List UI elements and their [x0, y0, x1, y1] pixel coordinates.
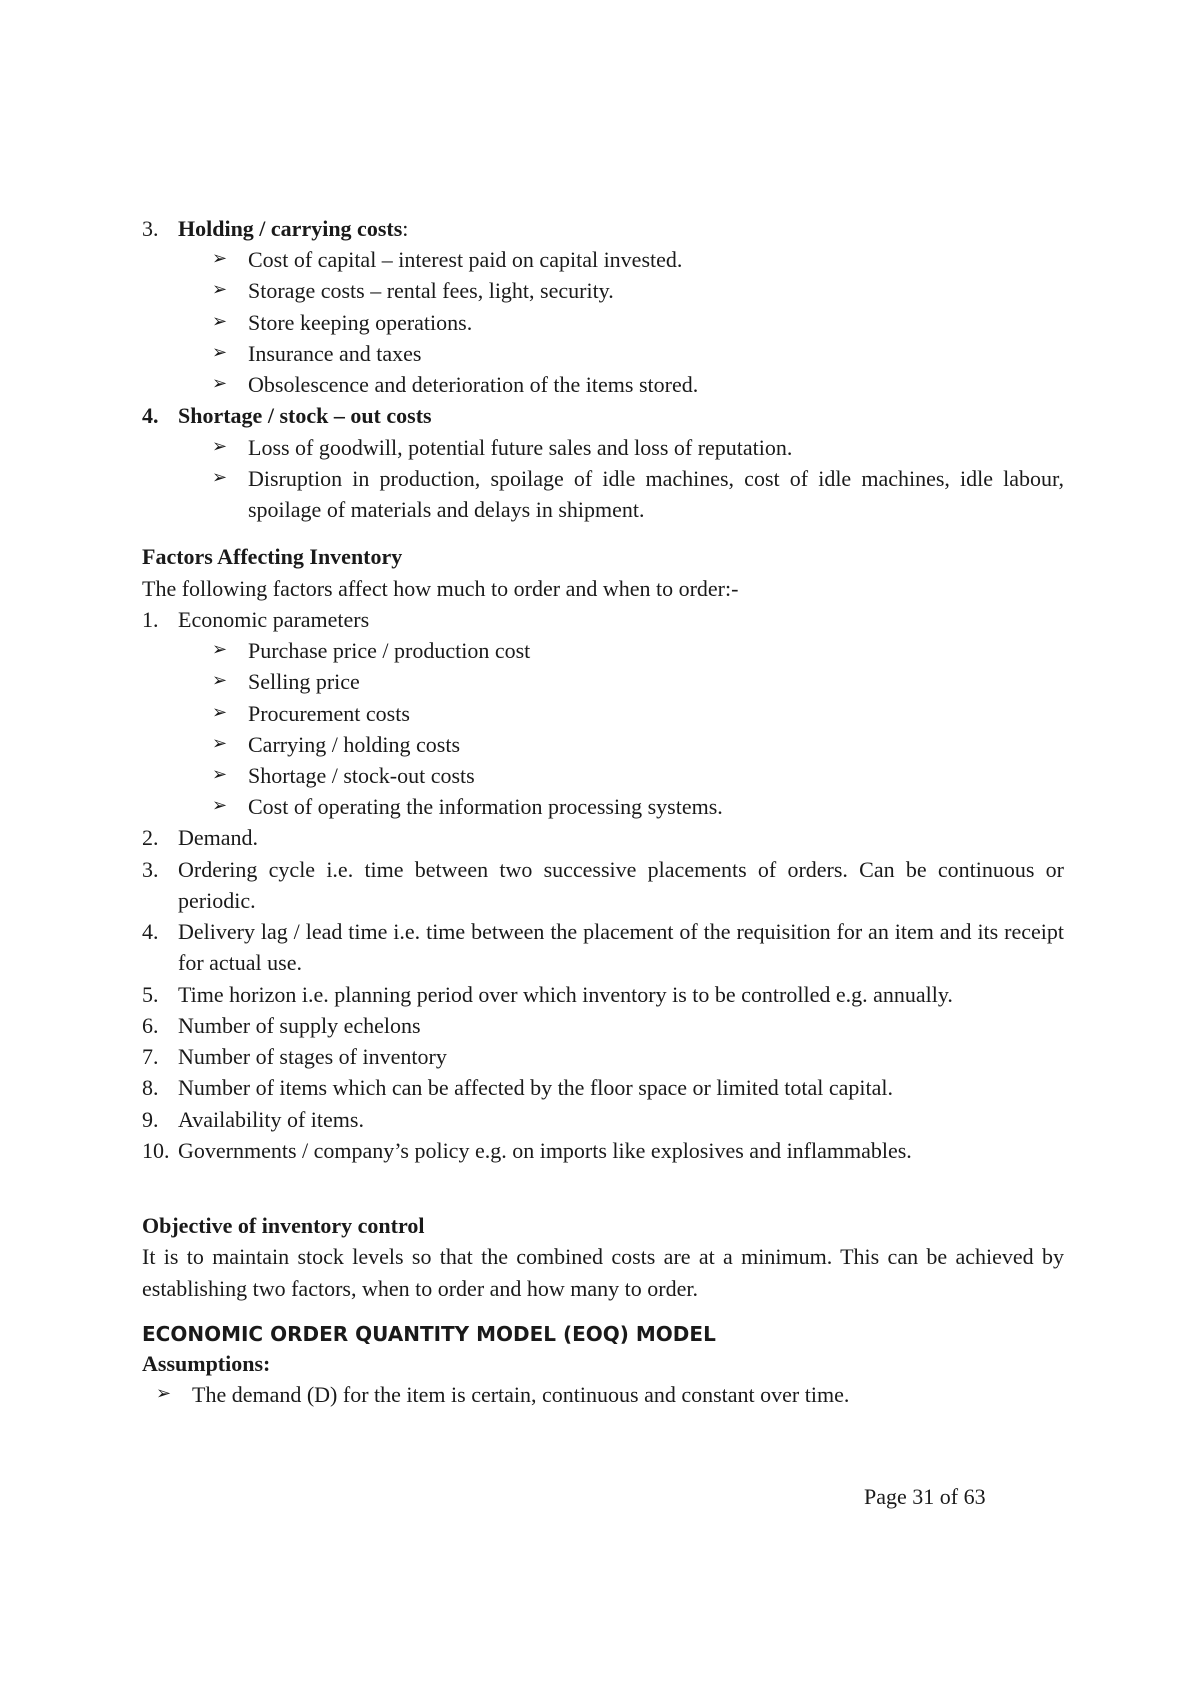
arrowhead-bullet-icon: ➢ — [212, 248, 228, 270]
list-item: ➢ Procurement costs — [212, 700, 410, 726]
factor-text: Number of supply echelons — [178, 1012, 421, 1038]
factor-item — [142, 854, 1064, 916]
factor-item — [142, 822, 1064, 853]
factor-text: Number of items which can be affected by the floor space or limited total capital. — [178, 1075, 893, 1101]
factors-heading: Factors Affecting Inventory — [142, 544, 403, 570]
list-item: ➢ Cost of operating the information processing systems. — [212, 794, 723, 820]
item-number: 7. — [142, 1044, 159, 1070]
arrowhead-bullet-icon: ➢ — [212, 310, 228, 332]
arrowhead-bullet-icon: ➢ — [212, 466, 228, 488]
factor-item — [142, 1135, 1064, 1166]
factor-item — [142, 1010, 1064, 1041]
item-number: 3. — [142, 856, 159, 882]
factor-text: Time horizon i.e. planning period over which inventory is to be controlled e.g. annually. — [178, 981, 953, 1007]
arrowhead-bullet-icon: ➢ — [212, 732, 228, 754]
factor-item — [142, 916, 1064, 978]
holding-costs-colon: : — [402, 216, 409, 241]
arrowhead-bullet-icon: ➢ — [212, 639, 228, 661]
arrowhead-bullet-icon: ➢ — [212, 763, 228, 785]
item-number: 8. — [142, 1075, 159, 1101]
factor-item — [142, 1104, 1064, 1135]
arrowhead-bullet-icon: ➢ — [212, 670, 228, 692]
holding-costs-bullets — [142, 244, 1064, 400]
list-item: ➢ Selling price — [212, 669, 360, 695]
holding-costs-item — [142, 213, 1064, 244]
item-number: 2. — [142, 825, 159, 851]
arrowhead-bullet-icon: ➢ — [212, 795, 228, 817]
shortage-costs-bullets — [142, 432, 1064, 526]
factor-text: Delivery lag / lead time i.e. time between the placement of the requisition for an item and its receipt for actual use. — [178, 919, 1064, 976]
factor-item — [142, 1072, 1064, 1103]
list-item: ➢ Carrying / holding costs — [212, 731, 461, 757]
arrowhead-bullet-icon: ➢ — [212, 279, 228, 301]
factors-intro: The following factors affect how much to order and when to order:- — [142, 575, 739, 601]
item-number: 3. — [142, 216, 159, 241]
economic-parameters-bullets — [142, 635, 1064, 822]
list-item: ➢ Shortage / stock-out costs — [212, 762, 475, 788]
factor-text: Ordering cycle i.e. time between two successive placements of orders. Can be continuous or periodic. — [178, 856, 1064, 913]
list-item: ➢ Disruption in production, spoilage of idle machines, cost of idle machines, idle labour, spoilage of materials and delays in shipment. — [212, 465, 1064, 523]
objective-heading: Objective of inventory control — [142, 1213, 425, 1239]
factor-item — [142, 1041, 1064, 1072]
factor-text: Number of stages of inventory — [178, 1044, 447, 1070]
factor-item — [142, 979, 1064, 1010]
item-number: 1. — [142, 606, 159, 632]
assumptions-heading: Assumptions: — [142, 1351, 271, 1377]
economic-parameters-title: Economic parameters — [178, 606, 370, 632]
eoq-heading: ECONOMIC ORDER QUANTITY MODEL (EOQ) MODEL — [142, 1321, 716, 1346]
page-number: Page 31 of 63 — [864, 1484, 986, 1509]
list-item: ➢ The demand (D) for the item is certain, continuous and constant over time. — [156, 1382, 850, 1408]
arrowhead-bullet-icon: ➢ — [212, 701, 228, 723]
shortage-costs-item — [142, 400, 1064, 431]
shortage-costs-title: Shortage / stock – out costs — [178, 403, 432, 429]
list-item: ➢ Loss of goodwill, potential future sales and loss of reputation. — [212, 434, 793, 460]
list-item: ➢ Storage costs – rental fees, light, security. — [212, 278, 614, 304]
factor-text: Governments / company’s policy e.g. on imports like explosives and inflammables. — [178, 1137, 912, 1163]
factor-text: Availability of items. — [178, 1106, 364, 1132]
list-item: ➢ Purchase price / production cost — [212, 638, 531, 664]
arrowhead-bullet-icon: ➢ — [156, 1383, 172, 1405]
objective-text: It is to maintain stock levels so that the combined costs are at a minimum. This can be achieved by establishing two factors, when to order and how many to order. — [142, 1244, 1064, 1301]
item-number: 9. — [142, 1106, 159, 1132]
arrowhead-bullet-icon: ➢ — [212, 373, 228, 395]
assumptions-bullets — [142, 1379, 1064, 1410]
item-number: 6. — [142, 1012, 159, 1038]
economic-parameters-item — [142, 604, 1064, 635]
item-number: 4. — [142, 403, 159, 429]
holding-costs-title: Holding / carrying costs — [178, 216, 403, 241]
item-number: 5. — [142, 981, 159, 1007]
list-item: ➢ Store keeping operations. — [212, 309, 473, 335]
item-number: 10. — [142, 1137, 170, 1163]
arrowhead-bullet-icon: ➢ — [212, 435, 228, 457]
list-item: ➢ Cost of capital – interest paid on capital invested. — [212, 247, 683, 273]
item-number: 4. — [142, 919, 159, 945]
list-item: ➢ Insurance and taxes — [212, 340, 422, 366]
factor-text: Demand. — [178, 825, 259, 851]
arrowhead-bullet-icon: ➢ — [212, 341, 228, 363]
page-content — [142, 213, 1064, 1411]
list-item: ➢ Obsolescence and deterioration of the items stored. — [212, 372, 699, 398]
